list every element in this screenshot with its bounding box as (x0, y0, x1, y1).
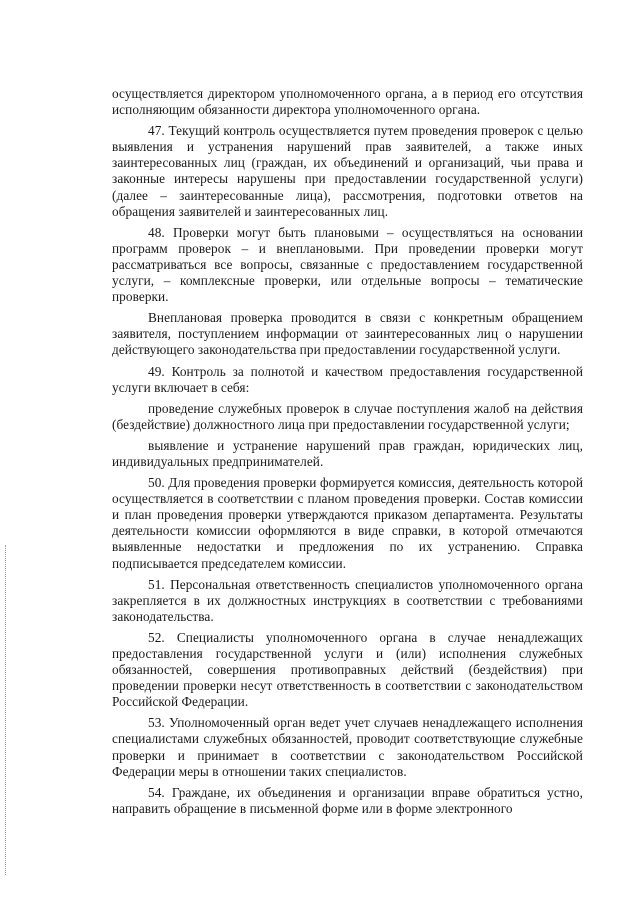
paragraph-50: 50. Для проведения проверки формируется комиссия, деятельность которой осуществляется в соответствии с планом проведения проверки. Состав комиссии и план проведения проверки утверждаются приказом департамента. Результаты деятельности комиссии оформляются в виде справки, в которой отмечаются выявленные недостатки и предложения по их устранению. Справка подписывается председателем комиссии. (112, 475, 583, 571)
paragraph-49: 49. Контроль за полнотой и качеством предоставления государственной услуги включает в себя: (112, 363, 583, 395)
paragraph-49-item-1: проведение служебных проверок в случае поступления жалоб на действия (бездействие) должностного лица при предоставлении государственной услуги; (112, 400, 583, 432)
paragraph-continuation: осуществляется директором уполномоченного органа, а в период его отсутствия исполняющим обязанности директора уполномоченного органа. (112, 86, 583, 118)
paragraph-unscheduled-check: Внеплановая проверка проводится в связи с конкретным обращением заявителя, поступлением информации от заинтересованных лиц о нарушении действующего законодательства при предоставлении государственной услуги. (112, 310, 583, 358)
scan-edge-line (5, 545, 7, 875)
paragraph-47: 47. Текущий контроль осуществляется путем проведения проверок с целью выявления и устранения нарушений прав заявителей, а также иных заинтересованных лиц (граждан, их объединений и организаций, чьи права и законные интересы нарушены при предоставлении государственной услуги) (далее – заинтересованные лица), рассмотрения, подготовки ответов на обращения заявителей и заинтересованных лиц. (112, 123, 583, 219)
paragraph-53: 53. Уполномоченный орган ведет учет случаев ненадлежащего исполнения специалистами служебных обязанностей, проводит соответствующие служебные проверки и принимает в соответствии с законодательством Российской Федерации меры в отношении таких специалистов. (112, 715, 583, 779)
paragraph-48: 48. Проверки могут быть плановыми – осуществляться на основании программ проверок – и внеплановыми. При проведении проверки могут рассматриваться все вопросы, связанные с предоставлением государственной услуги, – комплексные проверки, или отдельные вопросы – тематические проверки. (112, 224, 583, 305)
paragraph-52: 52. Специалисты уполномоченного органа в случае ненадлежащих предоставления государственной услуги и (или) исполнения служебных обязанностей, совершения противоправных действий (бездействия) при проведении проверки несут ответственность в соответствии с законодательством Российской Федерации. (112, 629, 583, 710)
document-body (112, 86, 583, 822)
paragraph-51: 51. Персональная ответственность специалистов уполномоченного органа закрепляется в их должностных инструкциях в соответствии с требованиями законодательства. (112, 576, 583, 624)
paragraph-49-item-2: выявление и устранение нарушений прав граждан, юридических лиц, индивидуальных предпринимателей. (112, 437, 583, 469)
paragraph-54: 54. Граждане, их объединения и организации вправе обратиться устно, направить обращение в письменной форме или в форме электронного (112, 784, 583, 816)
